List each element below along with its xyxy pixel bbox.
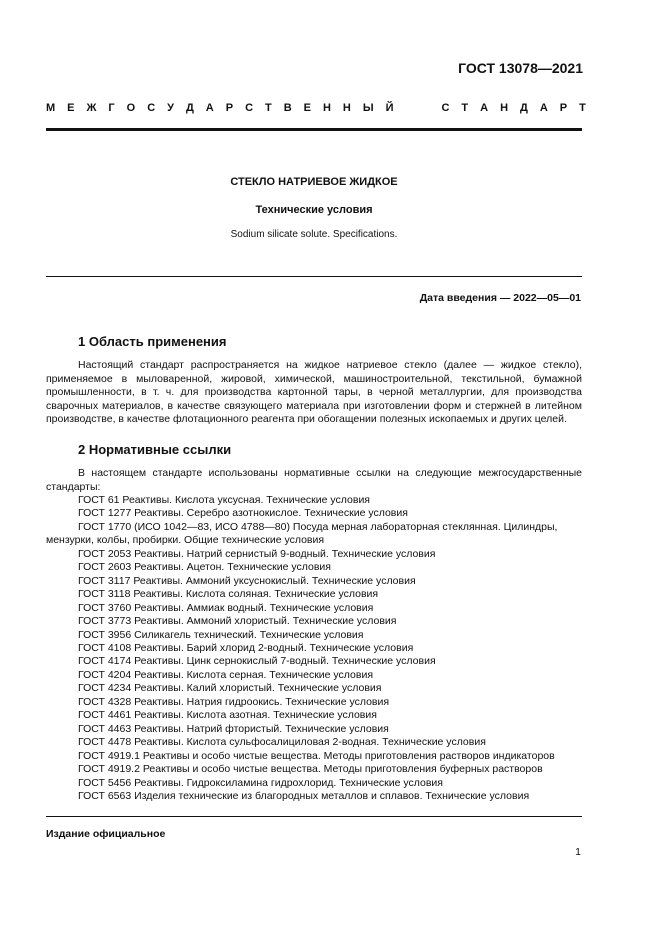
document-subtitle: Технические условия bbox=[255, 204, 373, 216]
section-2-heading: 2 Нормативные ссылки bbox=[78, 442, 232, 457]
interstate-letter: Р bbox=[559, 102, 568, 114]
interstate-letter: Ж bbox=[86, 102, 97, 114]
reference-item: ГОСТ 2603 Реактивы. Ацетон. Технические условия bbox=[78, 561, 331, 574]
document-title: СТЕКЛО НАТРИЕВОЕ ЖИДКОЕ bbox=[230, 176, 398, 188]
interstate-letter: Н bbox=[500, 102, 509, 114]
reference-item: ГОСТ 4463 Реактивы. Натрий фтористый. Технические условия bbox=[78, 722, 389, 735]
interstate-letter: А bbox=[480, 102, 489, 114]
interstate-letter: Р bbox=[225, 102, 234, 114]
reference-item: ГОСТ 4204 Реактивы. Кислота серная. Технические условия bbox=[78, 668, 374, 681]
title-rule bbox=[46, 276, 582, 277]
interstate-letter: А bbox=[205, 102, 214, 114]
interstate-letter: Н bbox=[342, 102, 351, 114]
interstate-letter: Й bbox=[385, 102, 394, 114]
interstate-letter: С bbox=[245, 102, 254, 114]
official-edition-label: Издание официальное bbox=[46, 828, 166, 840]
reference-item: ГОСТ 3773 Реактивы. Аммоний хлористый. Технические условия bbox=[78, 615, 397, 628]
interstate-letter: Ы bbox=[362, 102, 374, 114]
reference-item: ГОСТ 6563 Изделия технические из благородных металлов и сплавов. Технические условия bbox=[78, 789, 530, 802]
reference-item: ГОСТ 2053 Реактивы. Натрий сернистый 9-водный. Технические условия bbox=[78, 547, 436, 560]
reference-item: ГОСТ 3956 Силикагель технический. Технические условия bbox=[78, 628, 364, 641]
interstate-standard-heading bbox=[46, 102, 586, 114]
section-2-intro bbox=[46, 467, 582, 494]
interstate-letter: Т bbox=[579, 102, 586, 114]
interstate-letter: С bbox=[441, 102, 450, 114]
interstate-letter: О bbox=[126, 102, 136, 114]
interstate-letter: Д bbox=[185, 102, 194, 114]
reference-item: мензурки, колбы, пробирки. Общие технические условия bbox=[46, 534, 325, 547]
date-of-introduction: Дата введения — 2022—05—01 bbox=[419, 292, 581, 304]
reference-item: ГОСТ 4919.2 Реактивы и особо чистые вещества. Методы приготовления буферных растворов bbox=[78, 763, 543, 776]
interstate-letter: С bbox=[147, 102, 156, 114]
section-1-paragraph: Настоящий стандарт распространяется на жидкое натриевое стекло (далее — жидкое стекло), применяемое в мыловаренной, жировой, химической, машиностроительной, текстильной, бумажной промышленности, в т. ч. для производства картонной тары, в черной металлургии, для производства сварочных материалов, в качестве связующего материала при изготовлении форм и стержней в литейном производстве, в качестве флотационного реагента при обогащении полезных ископаемых и других целей. bbox=[46, 359, 582, 425]
normative-references-list bbox=[46, 494, 582, 803]
interstate-letter: М bbox=[46, 102, 56, 114]
interstate-letter: В bbox=[283, 102, 292, 114]
reference-item: ГОСТ 4461 Реактивы. Кислота азотная. Технические условия bbox=[78, 709, 377, 722]
reference-item: ГОСТ 5456 Реактивы. Гидроксиламина гидрохлорид. Технические условия bbox=[78, 776, 443, 789]
reference-item: ГОСТ 4478 Реактивы. Кислота сульфосалициловая 2-водная. Технические условия bbox=[78, 736, 486, 749]
footer-rule bbox=[46, 816, 582, 817]
reference-item: ГОСТ 3760 Реактивы. Аммиак водный. Технические условия bbox=[78, 601, 374, 614]
interstate-letter: Т bbox=[461, 102, 469, 114]
interstate-letter: У bbox=[167, 102, 174, 114]
interstate-letter: Д bbox=[520, 102, 528, 114]
gost-code: ГОСТ 13078—2021 bbox=[458, 60, 583, 76]
interstate-letter: А bbox=[539, 102, 548, 114]
reference-item: ГОСТ 4919.1 Реактивы и особо чистые вещества. Методы приготовления растворов индикаторов bbox=[78, 749, 555, 762]
interstate-letter: Т bbox=[265, 102, 272, 114]
reference-item: ГОСТ 1277 Реактивы. Серебро азотнокислое. Технические условия bbox=[78, 507, 408, 520]
reference-item: ГОСТ 3118 Реактивы. Кислота соляная. Технические условия bbox=[78, 588, 379, 601]
interstate-letter: Г bbox=[108, 102, 115, 114]
reference-item: ГОСТ 4234 Реактивы. Калий хлористый. Технические условия bbox=[78, 682, 382, 695]
interstate-letter: Е bbox=[67, 102, 75, 114]
reference-item: ГОСТ 1770 (ИСО 1042—83, ИСО 4788—80) Посуда мерная лабораторная стеклянная. Цилиндры, bbox=[78, 520, 558, 533]
header-rule bbox=[46, 128, 582, 131]
reference-item: ГОСТ 4174 Реактивы. Цинк сернокислый 7-водный. Технические условия bbox=[78, 655, 436, 668]
reference-item: ГОСТ 3117 Реактивы. Аммоний уксуснокислый. Технические условия bbox=[78, 574, 416, 587]
reference-item: ГОСТ 61 Реактивы. Кислота уксусная. Технические условия bbox=[78, 494, 370, 506]
reference-item: ГОСТ 4328 Реактивы. Натрия гидроокись. Технические условия bbox=[78, 695, 390, 708]
interstate-letter: Н bbox=[322, 102, 331, 114]
page-number: 1 bbox=[575, 846, 581, 858]
document-title-english: Sodium silicate solute. Specifications. bbox=[230, 229, 398, 240]
section-1-heading: 1 Область применения bbox=[78, 334, 227, 349]
interstate-letter: Е bbox=[303, 102, 311, 114]
section-2-intro-paragraph: В настоящем стандарте использованы нормативные ссылки на следующие межгосударственные стандарты: bbox=[46, 467, 582, 493]
reference-item: ГОСТ 4108 Реактивы. Барий хлорид 2-водный. Технические условия bbox=[78, 641, 414, 654]
section-1-text bbox=[46, 359, 582, 427]
